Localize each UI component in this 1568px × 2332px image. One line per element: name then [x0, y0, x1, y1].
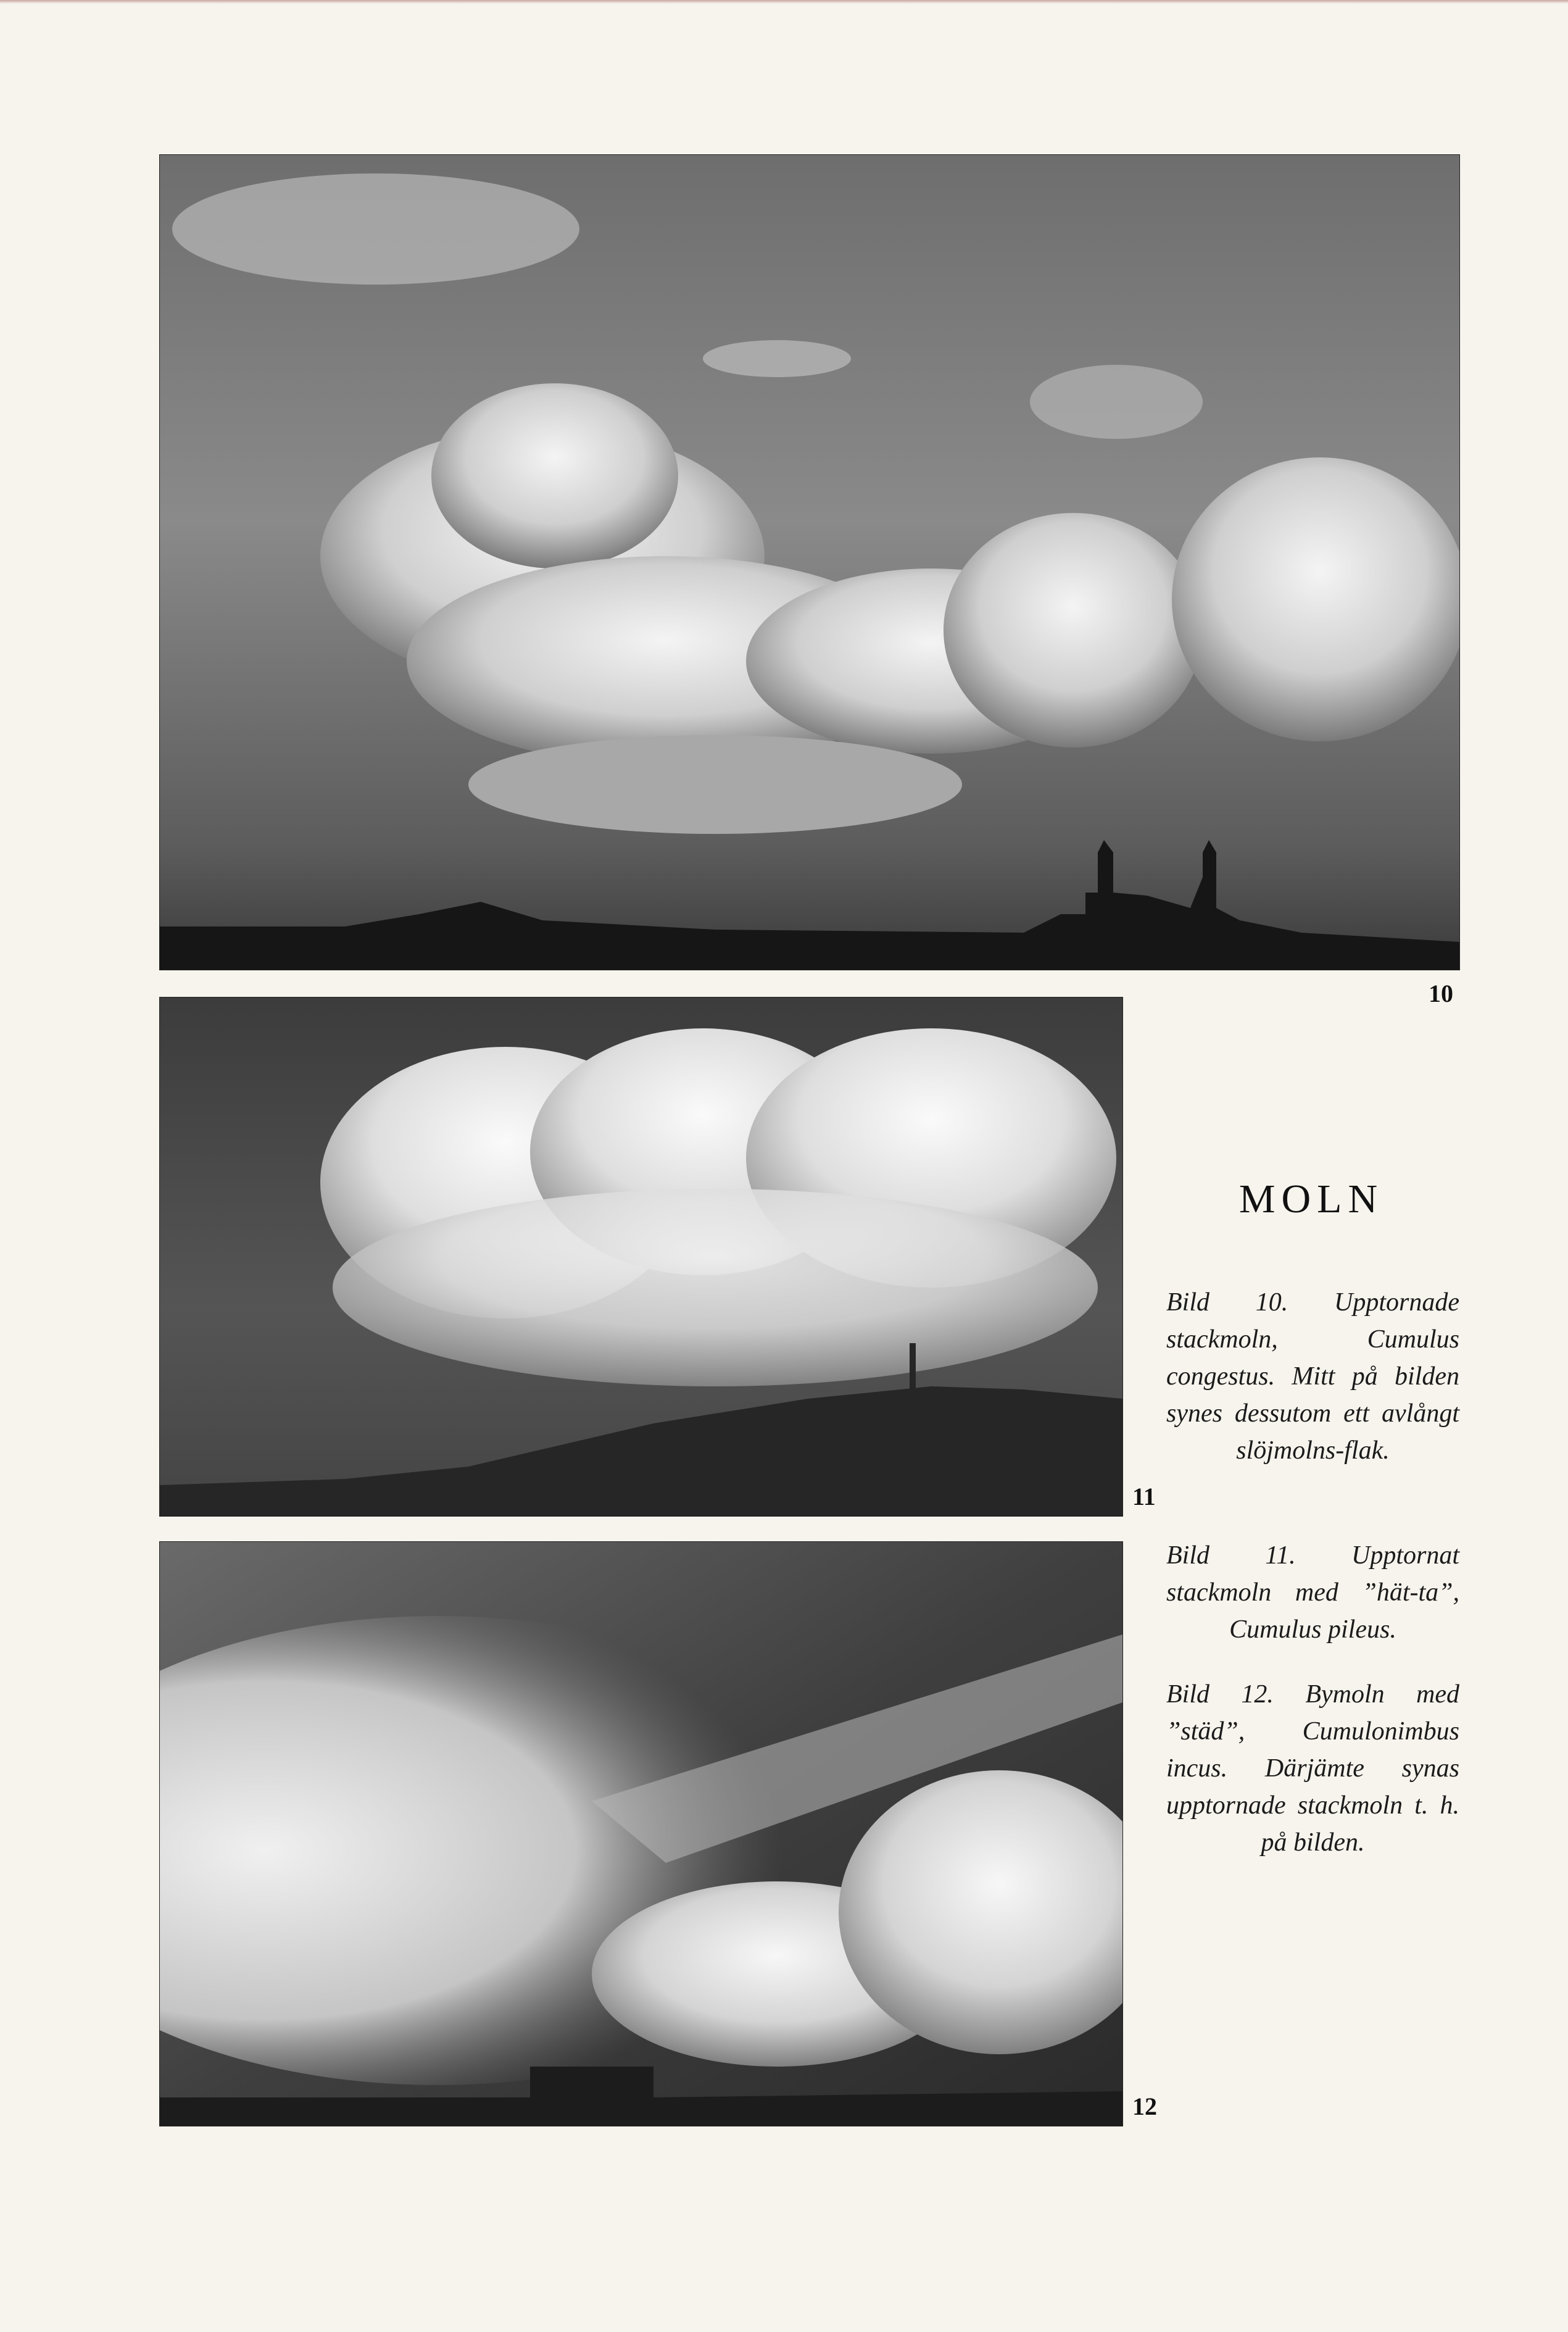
page-top-edge: [0, 0, 1568, 4]
photo-cumulonimbus-incus: [159, 1541, 1123, 2126]
caption-label: Bild: [1166, 1288, 1209, 1317]
caption-label: Bild: [1166, 1680, 1209, 1709]
caption-figure-11: [1166, 1537, 1459, 1648]
caption-figure-12: [1166, 1676, 1459, 1861]
caption-index: 12.: [1241, 1680, 1274, 1709]
caption-figure-10: [1166, 1284, 1459, 1469]
figure-number-12: 12: [1132, 2093, 1157, 2120]
caption-label: Bild: [1166, 1541, 1209, 1570]
caption-index: 11.: [1265, 1541, 1296, 1570]
photo-cumulus-congestus: [159, 154, 1460, 970]
caption-index: 10.: [1255, 1288, 1288, 1317]
page-heading: MOLN: [1238, 1176, 1384, 1222]
caption-text: Bymoln med ”städ”, Cumulonimbus incus. Därjämte synas upptornade stackmoln t. h. på bilden.: [1166, 1680, 1459, 1857]
figure-number-10: 10: [1429, 980, 1453, 1007]
photo-cumulus-pileus: [159, 997, 1123, 1517]
caption-text: Upptornade stackmoln, Cumulus congestus. Mitt på bilden synes dessutom ett avlångt slöjmolns-flak.: [1166, 1288, 1459, 1465]
caption-text: Upptornat stackmoln med ”hät-ta”, Cumulus pileus.: [1166, 1541, 1459, 1644]
figure-number-11: 11: [1132, 1483, 1156, 1510]
